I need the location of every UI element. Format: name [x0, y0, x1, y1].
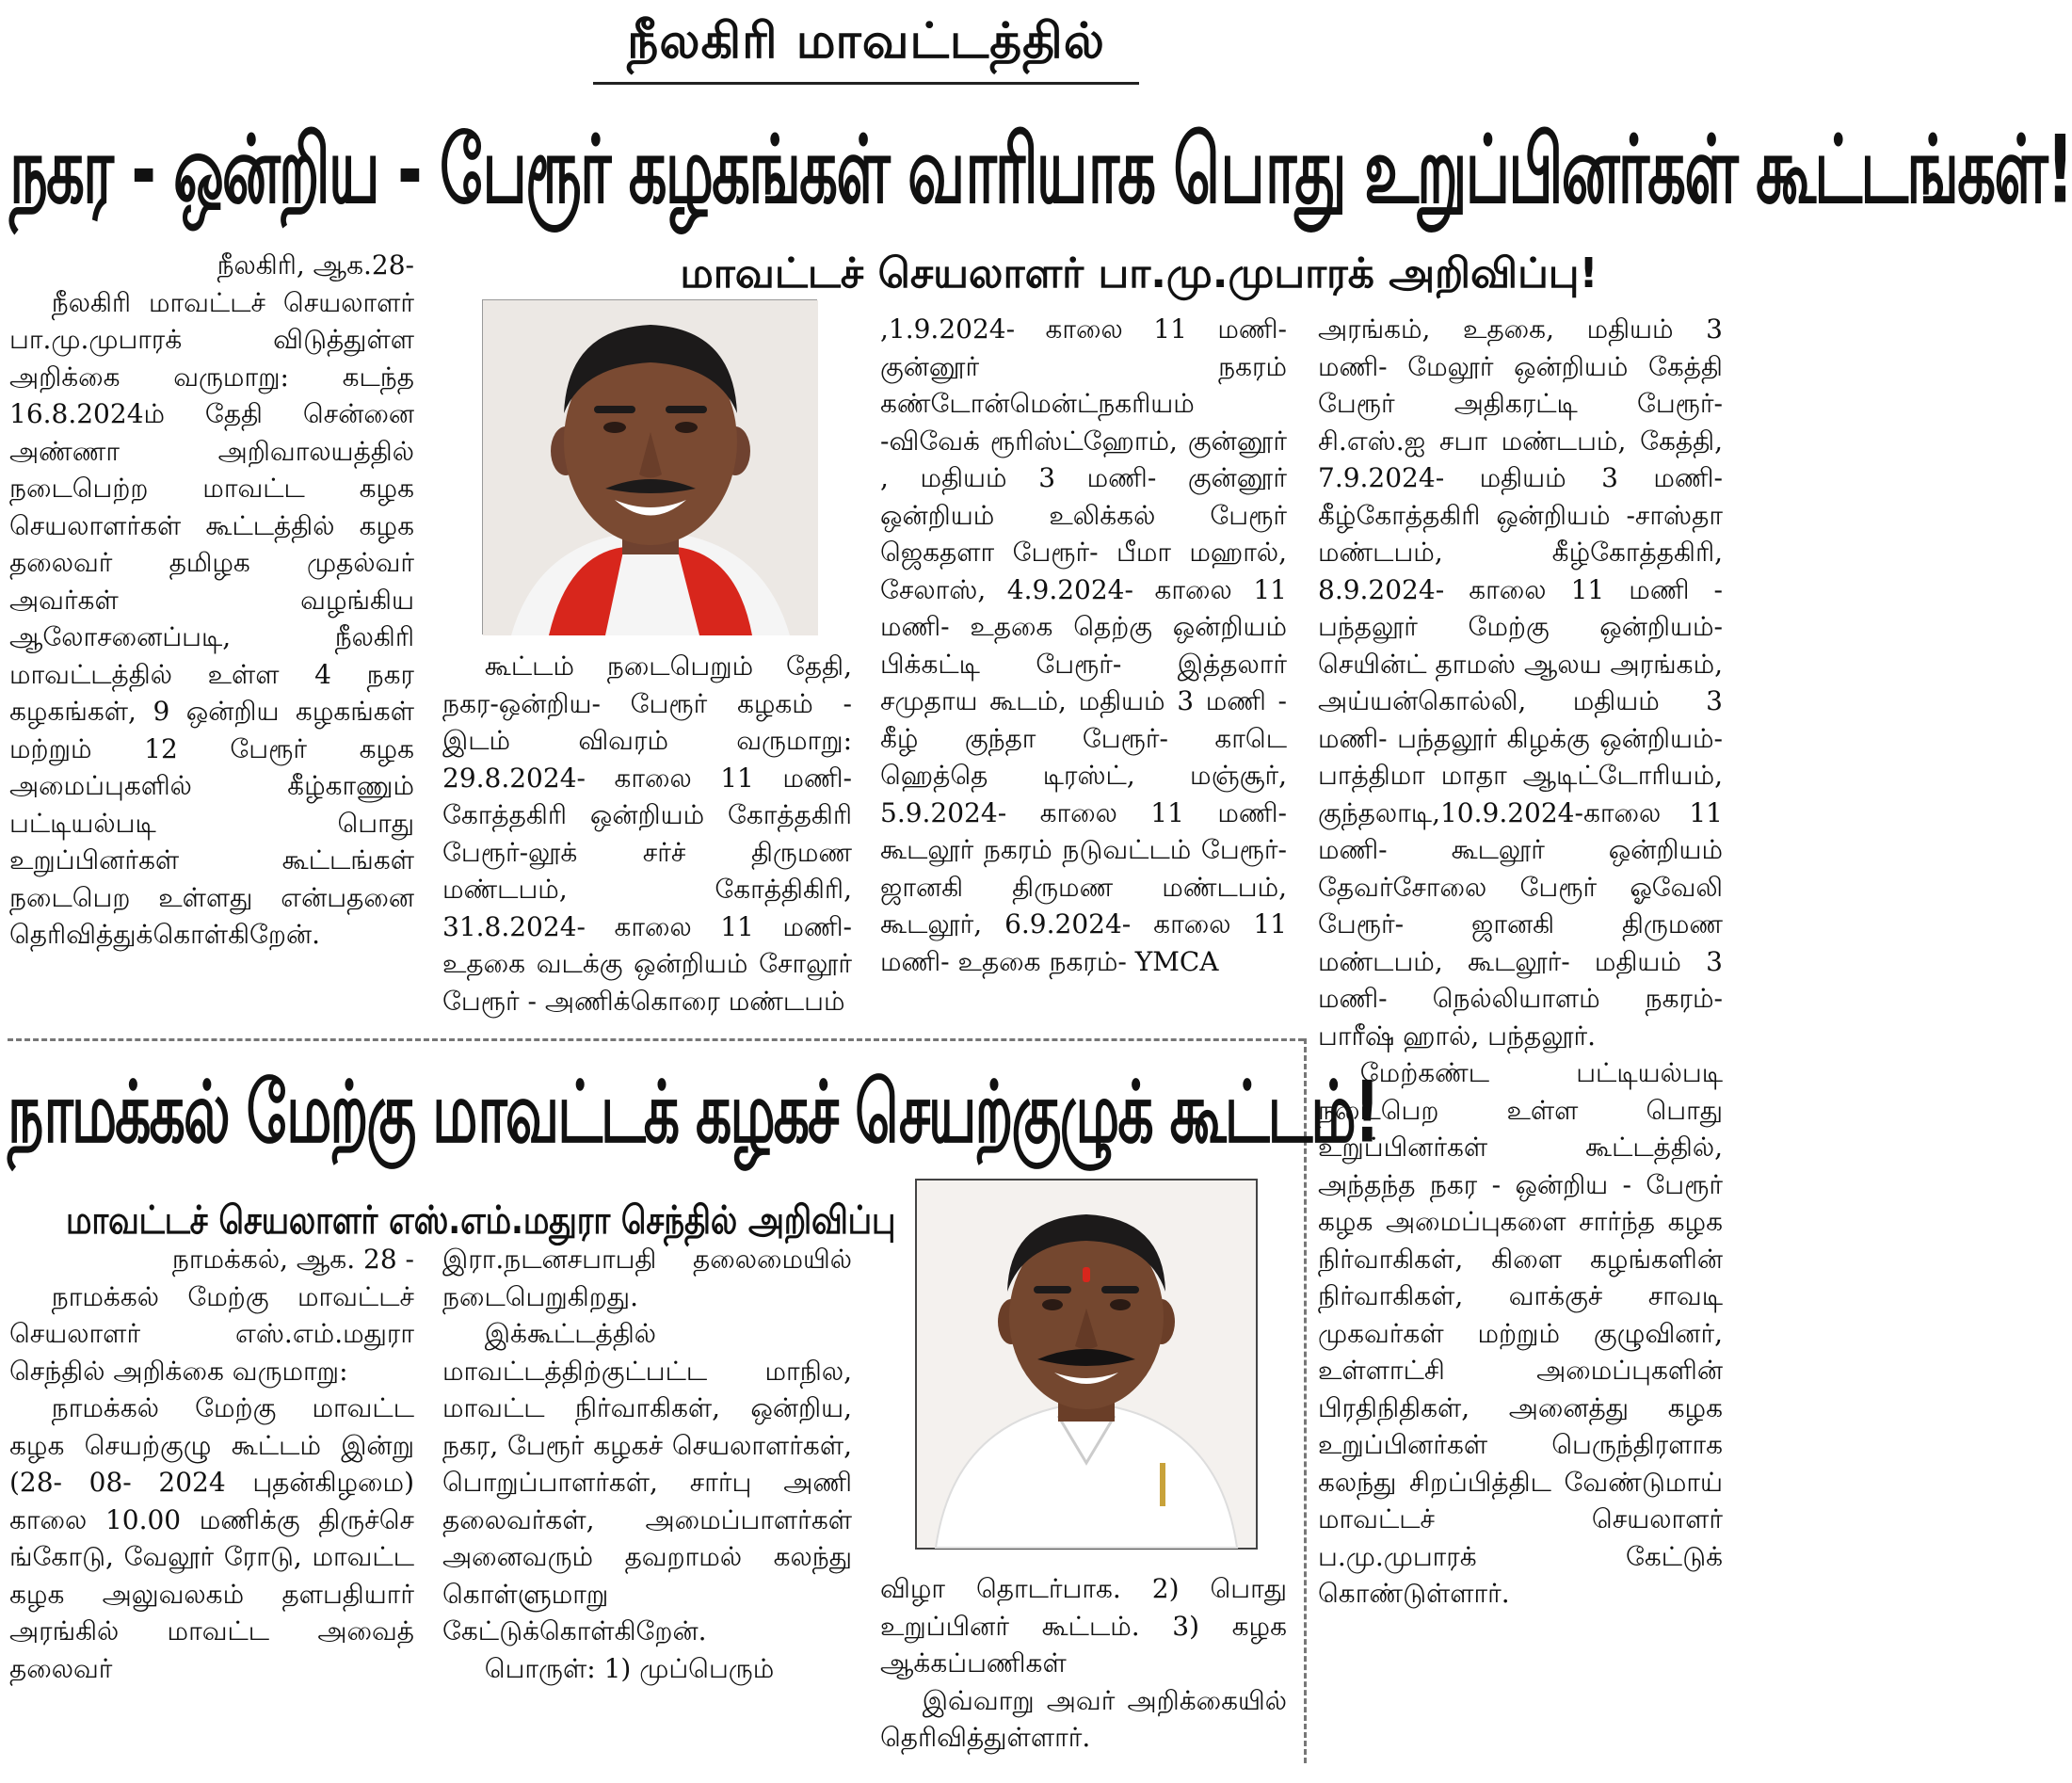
story1-dateline: நீலகிரி, ஆக.28-: [217, 249, 414, 281]
photo-mathura-senthil: [915, 1179, 1258, 1550]
story2-column-2: [442, 1241, 852, 1777]
story2-subheadline: மாவட்டச் செயலாளர் எஸ்.எம்.மதுரா செந்தில் அறிவிப்பு: [66, 1198, 896, 1244]
story2-column-3: [880, 1570, 1287, 1777]
section-divider-horizontal: [8, 1038, 1304, 1041]
story2-col3-text: விழா தொடர்பாக. 2) பொது உறுப்பினர் கூட்டம். 3) கழக ஆக்கப்பணிகள்: [880, 1573, 1287, 1679]
kicker-title: நீலகிரி மாவட்டத்தில்: [593, 13, 1139, 85]
photo-mubarak: [482, 299, 817, 634]
main-subheadline: மாவட்டச் செயலாளர் பா.மு.முபாரக் அறிவிப்பு!: [680, 249, 1598, 297]
story2-col3-text-2: இவ்வாறு அவர் அறிக்கையில் தெரிவித்துள்ளார்.: [880, 1684, 1287, 1753]
story1-col4-text: அரங்கம், உதகை, மதியம் 3 மணி- மேலூர் ஒன்றியம் கேத்தி பேரூர் அதிகரட்டி பேரூர்- சி.எஸ்.ஐ சபா மண்டபம், கேத்தி, 7.9.2024- மதியம் 3 மணி- கீழ்கோத்தகிரி ஒன்றியம் -சாஸ்தா மண்டபம், கீழ்கோத்தகிரி, 8.9.2024- காலை 11 மணி - பந்தலூர் மேற்கு ஒன்றியம்- செயின்ட் தாமஸ் ஆலய அரங்கம், அய்யன்கொல்லி, மதியம் 3 மணி- பந்தலூர் கிழக்கு ஒன்றியம்- பாத்திமா மாதா ஆடிட்டோரியம், குந்தலாடி,10.9.2024-காலை 11 மணி- கூடலூர் ஒன்றியம் தேவர்சோலை பேரூர் ஓவேலி பேரூர்- ஜானகி திருமண மண்டபம், கூடலூர்- மதியம் 3 மணி- நெல்லியாளம் நகரம்- பாரீஷ் ஹால், பந்தலூர்.: [1318, 313, 1723, 1052]
story1-column-2: [442, 648, 852, 1036]
story2-col2-text-3: பொருள்: 1) முப்பெரும்: [484, 1652, 775, 1684]
story1-column-4: [1318, 311, 1723, 1775]
story2-dateline: நாமக்கல், ஆக. 28 -: [171, 1244, 414, 1275]
story1-col3-text: ,1.9.2024- காலை 11 மணி- குன்னூர் நகரம் கண்டோன்மென்ட்நகரியம் -விவேக் ரூரிஸ்ட்ஹோம், குன்னூர் , மதியம் 3 மணி- குன்னூர் ஒன்றியம் உலிக்கல் பேரூர் ஜெகதளா பேரூர்- பீமா மஹால், சேலாஸ், 4.9.2024- காலை 11 மணி- உதகை தெற்கு ஒன்றியம் பிக்கட்டி பேரூர்- இத்தலார் சமுதாய கூடம், மதியம் 3 மணி - கீழ் குந்தா பேரூர்- காடெ ஹெத்தெ டிரஸ்ட், மஞ்சூர், 5.9.2024- காலை 11 மணி- கூடலூர் நகரம் நடுவட்டம் பேரூர்- ஜானகி திருமண மண்டபம், கூடலூர், 6.9.2024- காலை 11 மணி- உதகை நகரம்- YMCA: [880, 313, 1287, 977]
story2-col1-text-2: நாமக்கல் மேற்கு மாவட்ட கழக செயற்குழு கூட்டம் இன்று (28- 08- 2024 புதன்கிழமை) காலை 10.00 மணிக்கு திருச்செ ங்கோடு, வேலூர் ரோடு, மாவட்ட கழக அலுவலகம் தளபதியார் அரங்கில் மாவட்ட அவைத் தலைவர்: [9, 1392, 414, 1684]
story2-col1-text: நாமக்கல் மேற்கு மாவட்டச் செயலாளர் எஸ்.எம்.மதுரா செந்தில் அறிக்கை வருமாறு:: [9, 1280, 414, 1387]
story1-col4-text-2: மேற்கண்ட பட்டியல்படி நடைபெற உள்ள பொது உறுப்பினர்கள் கூட்டத்தில், அந்தந்த நகர - ஒன்றிய - பேரூர் கழக அமைப்புகளை சார்ந்த கழக நிர்வாகிகள், கிளை கழங்களின் நிர்வாகிகள், வாக்குச் சாவடி முகவர்கள் மற்றும் குழுவினர், உள்ளாட்சி அமைப்புகளின் பிரதிநிதிகள், அனைத்து கழக உறுப்பினர்கள் பெருந்திரளாக கலந்து சிறப்பித்திட வேண்டுமாய் மாவட்டச் செயலாளர் ப.மு.முபாரக் கேட்டுக் கொண்டுள்ளார்.: [1318, 1057, 1723, 1609]
story1-col2-text: கூட்டம் நடைபெறும் தேதி, நகர-ஒன்றிய- பேரூர் கழகம் - இடம் விவரம் வருமாறு: 29.8.2024- காலை 11 மணி- கோத்தகிரி ஒன்றியம் கோத்தகிரி பேரூர்-லூக் சர்ச் திருமண மண்டபம், கோத்திகிரி, 31.8.2024- காலை 11 மணி- உதகை வடக்கு ஒன்றியம் சோலூர் பேரூர் - அணிக்கொரை மண்டபம்: [442, 651, 852, 1017]
portrait-mubarak-image: [483, 300, 818, 635]
story2-col2-text: இரா.நடனசபாபதி தலைமையில் நடைபெறுகிறது.: [442, 1244, 852, 1312]
story1-column-1: [9, 247, 414, 1037]
portrait-mathura-senthil-image: [917, 1181, 1256, 1548]
story2-col2-text-2: இக்கூட்டத்தில் மாவட்டத்திற்குட்பட்ட மாநில, மாவட்ட நிர்வாகிகள், ஒன்றிய, நகர, பேரூர் கழகச் செயலாளர்கள், பொறுப்பாளர்கள், சார்பு அணி தலைவர்கள், அமைப்பாளர்கள் அனைவரும் தவறாமல் கலந்து கொள்ளுமாறு கேட்டுக்கொள்கிறேன்.: [442, 1318, 852, 1646]
story1-column-3: [880, 311, 1287, 1026]
story1-col1-text: நீலகிரி மாவட்டச் செயலாளர் பா.மு.முபாரக் விடுத்துள்ள அறிக்கை வருமாறு: கடந்த 16.8.2024ம் தேதி சென்னை அண்ணா அறிவாலயத்தில் நடைபெற்ற மாவட்ட கழக செயலாளர்கள் கூட்டத்தில் கழக தலைவர் தமிழக முதல்வர் அவர்கள் வழங்கிய ஆலோசனைப்படி, நீலகிரி மாவட்டத்தில் உள்ள 4 நகர கழகங்கள், 9 ஒன்றிய கழகங்கள் மற்றும் 12 பேரூர் கழக அமைப்புகளில் கீழ்காணும் பட்டியல்படி பொது உறுப்பினர்கள் கூட்டங்கள் நடைபெற உள்ளது என்பதனை தெரிவித்துக்கொள்கிறேன்.: [9, 286, 414, 950]
story2-headline: நாமக்கல் மேற்கு மாவட்டக் கழகச் செயற்குழுக் கூட்டம்!: [8, 1064, 1379, 1163]
story2-column-1: [9, 1241, 414, 1777]
main-headline: நகர - ஒன்றிய - பேரூர் கழகங்கள் வாரியாக பொது உறுப்பினர்கள் கூட்டங்கள்!: [9, 117, 2072, 226]
